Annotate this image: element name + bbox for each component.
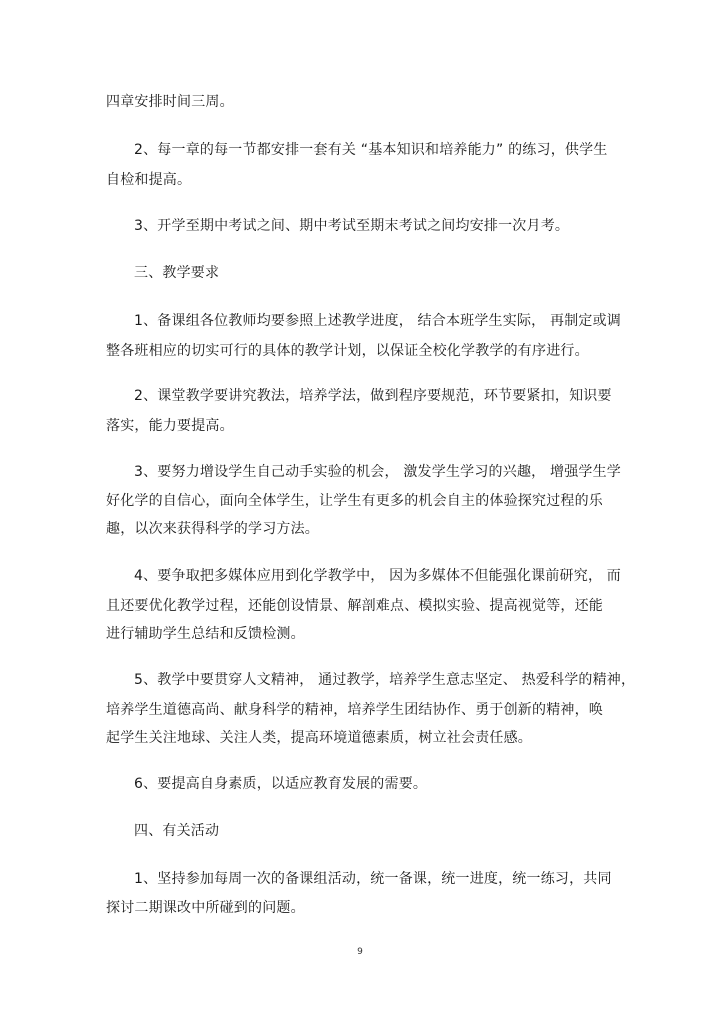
requirement-6-line-1: 6、要提高自身素质，以适应教育发展的需要。 — [134, 776, 428, 792]
section-three-heading: 三、教学要求 — [134, 265, 220, 281]
requirement-3-line-2: 好化学的自信心，面向全体学生，让学生有更多的机会自主的体验探究过程的乐 — [106, 493, 603, 509]
requirement-5-line-3: 起学生关注地球、关注人类，提高环境道德素质，树立社会责任感。 — [106, 730, 532, 746]
page-number: 9 — [357, 947, 363, 957]
activity-1-line-2: 探讨二期课改中所碰到的问题。 — [106, 900, 305, 916]
schedule-item-3-line-1: 3、开学至期中考试之间、期中考试至期末考试之间均安排一次月考。 — [134, 218, 570, 234]
schedule-item-2-line-2: 自检和提高。 — [106, 172, 192, 188]
requirement-2-line-2: 落实，能力要提高。 — [106, 418, 234, 434]
section-four-heading: 四、有关活动 — [134, 823, 220, 839]
paragraph-continuation: 四章安排时间三周。 — [106, 94, 234, 110]
schedule-item-2-line-1: 2、每一章的每一节都安排一套有关 “基本知识和培养能力” 的练习，供学生 — [134, 142, 608, 158]
requirement-3-line-3: 趣，以次来获得科学的学习方法。 — [106, 521, 319, 537]
activity-1-line-1: 1、坚持参加每周一次的备课组活动，统一备课，统一进度，统一练习，共同 — [134, 871, 612, 887]
requirement-1-line-1: 1、备课组各位教师均要参照上述教学进度， 结合本班学生实际， 再制定或调 — [134, 313, 622, 329]
requirement-4-line-2: 且还要优化教学过程，还能创设情景、解剖难点、模拟实验、提高视觉等，还能 — [106, 598, 603, 614]
requirement-5-line-2: 培养学生道德高尚、献身科学的精神，培养学生团结协作、勇于创新的精神，唤 — [106, 702, 603, 718]
requirement-1-line-2: 整各班相应的切实可行的具体的教学计划，以保证全校化学教学的有序进行。 — [106, 343, 589, 359]
requirement-4-line-3: 进行辅助学生总结和反馈检测。 — [106, 626, 305, 642]
requirement-4-line-1: 4、要争取把多媒体应用到化学教学中， 因为多媒体不但能强化课前研究， 而 — [134, 568, 622, 584]
requirement-5-line-1: 5、教学中要贯穿人文精神， 通过教学，培养学生意志坚定、 热爱科学的精神， — [134, 672, 636, 688]
requirement-3-line-1: 3、要努力增设学生自己动手实验的机会， 激发学生学习的兴趣， 增强学生学 — [134, 464, 622, 480]
requirement-2-line-1: 2、课堂教学要讲究教法，培养学法，做到程序要规范，环节要紧扣，知识要 — [134, 388, 612, 404]
